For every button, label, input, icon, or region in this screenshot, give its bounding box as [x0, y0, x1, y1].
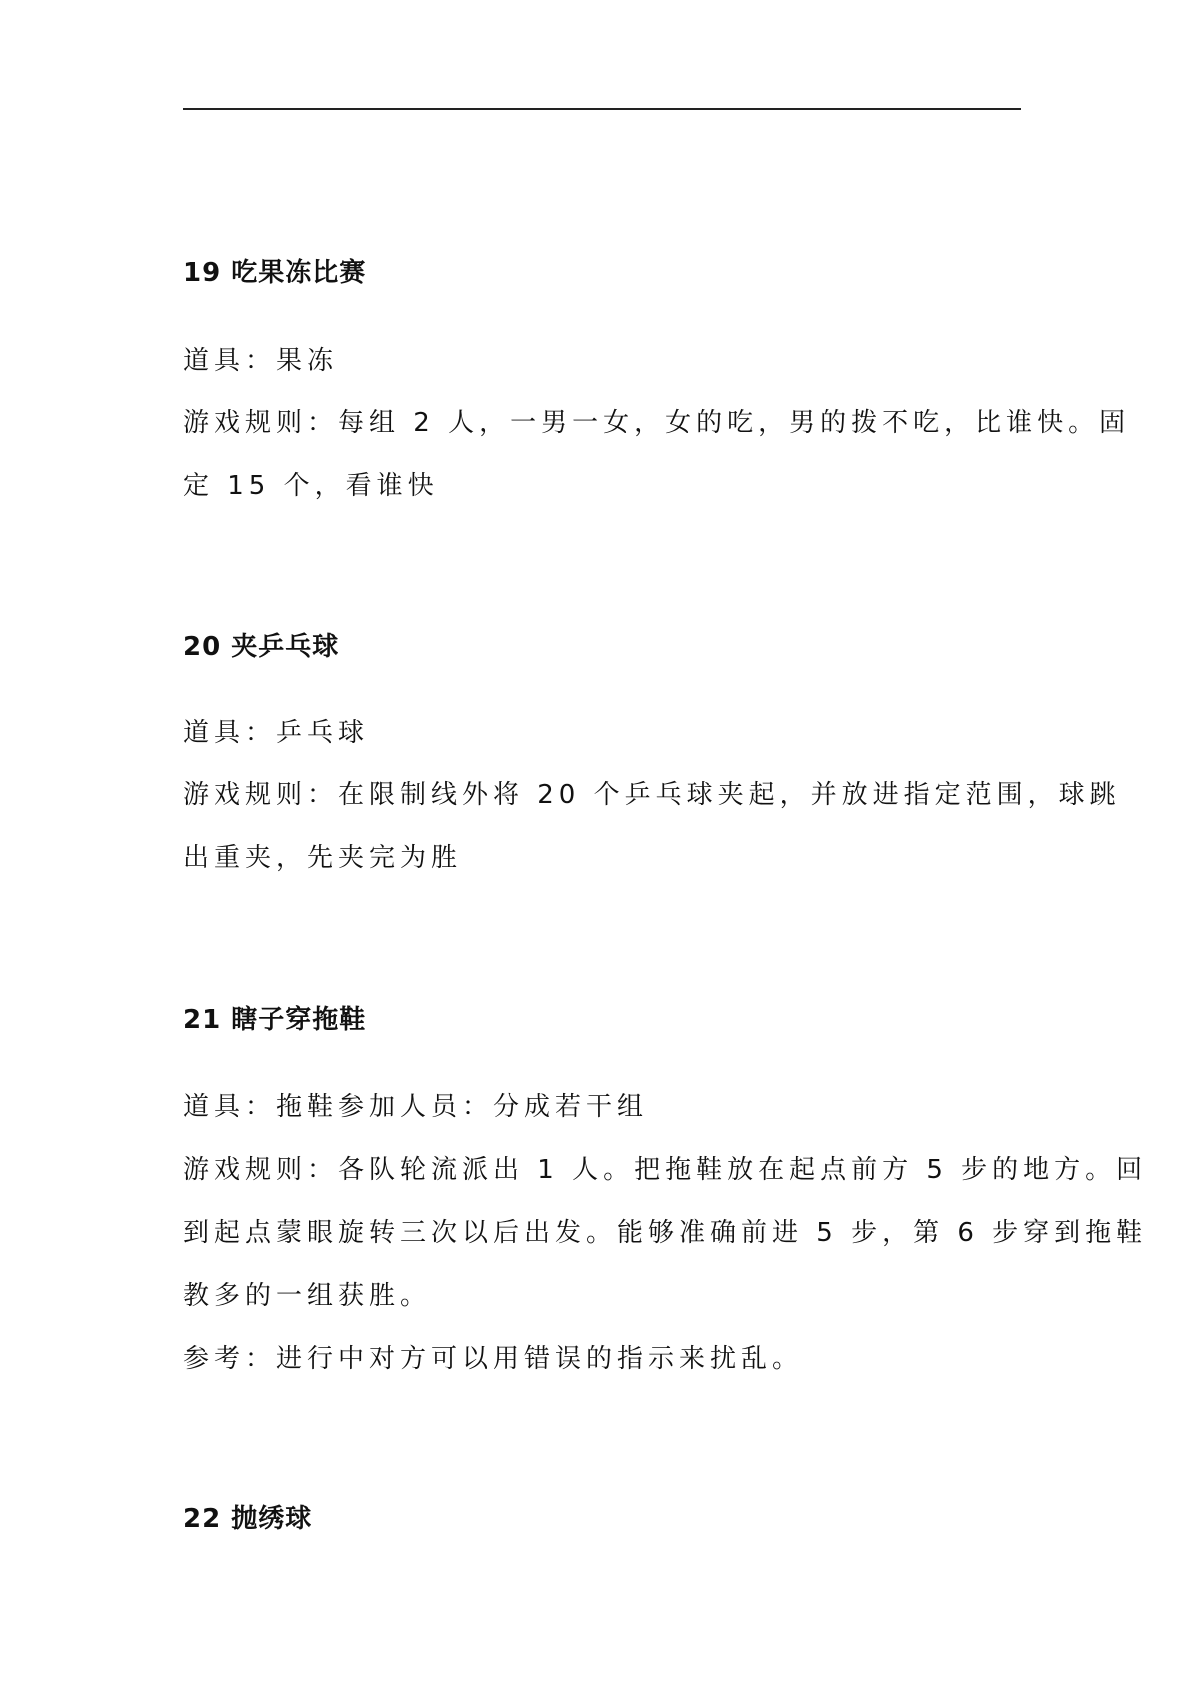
rules-line: 教多的一组获胜。 — [183, 1281, 432, 1311]
props-line: 道具：拖鞋参加人员：分成若干组 — [183, 1092, 649, 1122]
rules-line: 游戏规则：在限制线外将 20 个乒乓球夹起，并放进指定范围，球跳 — [183, 780, 1121, 810]
rules-line: 出重夹，先夹完为胜 — [183, 843, 463, 873]
props-line: 道具：乒乓球 — [183, 718, 370, 748]
section-heading: 19 吃果冻比赛 — [183, 258, 367, 288]
rules-line: 定 15 个，看谁快 — [183, 471, 439, 501]
reference-line: 参考：进行中对方可以用错误的指示来扰乱。 — [183, 1344, 804, 1374]
section-heading: 20 夹乒乓球 — [183, 632, 340, 662]
rules-line: 到起点蒙眼旋转三次以后出发。能够准确前进 5 步，第 6 步穿到拖鞋 — [183, 1218, 1148, 1248]
props-line: 道具：果冻 — [183, 346, 339, 376]
header-rule — [183, 108, 1021, 110]
rules-line: 游戏规则：每组 2 人，一男一女，女的吃，男的拨不吃，比谁快。固 — [183, 408, 1131, 438]
section-heading: 22 抛绣球 — [183, 1504, 313, 1534]
section-heading: 21 瞎子穿拖鞋 — [183, 1005, 367, 1035]
rules-line: 游戏规则：各队轮流派出 1 人。把拖鞋放在起点前方 5 步的地方。回 — [183, 1155, 1148, 1185]
